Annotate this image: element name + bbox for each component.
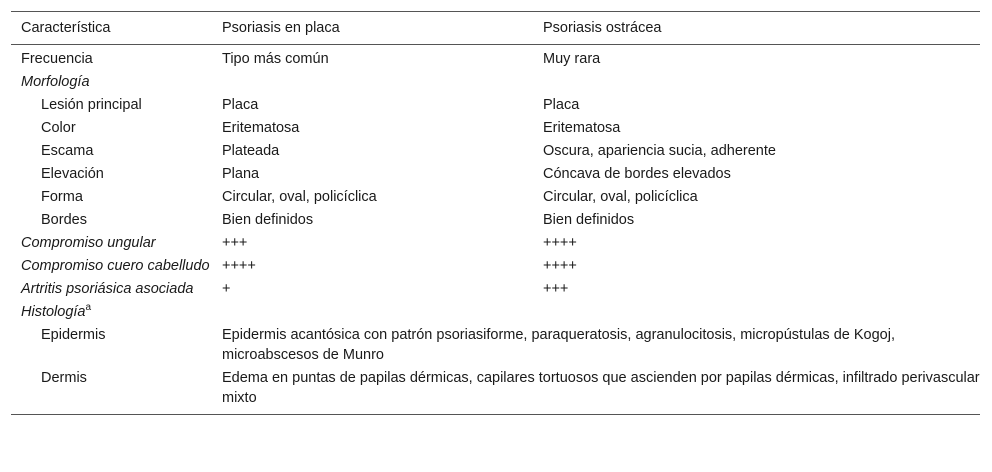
cell-label: Epidermis (41, 327, 106, 343)
section-histologia (11, 300, 212, 323)
comparison-table-container (11, 11, 980, 415)
table-row-escama (11, 139, 980, 162)
cell-shared-description: Epidermis acantósica con patrón psoriasiforme, paraqueratosis, agranulocitosis, micropústulas de Kogoj, microabscesos de Munro (222, 327, 895, 363)
cell-placa: +++ (222, 235, 248, 251)
cell-ostracea: Cóncava de bordes elevados (543, 166, 731, 182)
table-row-histologia (11, 300, 980, 323)
cell-label: Frecuencia (21, 51, 93, 67)
footnote-marker: a (85, 302, 92, 314)
cell-ostracea: Bien definidos (543, 212, 635, 228)
comparison-table (11, 11, 980, 415)
cell-label: Compromiso ungular (21, 235, 156, 251)
header-row (11, 12, 980, 45)
cell-label: Elevación (41, 166, 104, 182)
cell-label: Artritis psoriásica asociada (21, 281, 194, 297)
cell-label: Lesión principal (41, 97, 142, 113)
cell-ostracea: Eritematosa (543, 120, 621, 136)
table-row-dermis (11, 366, 980, 415)
cell-placa: Tipo más común (222, 51, 329, 67)
cell-ostracea: +++ (543, 281, 569, 297)
cell-label: Dermis (11, 366, 212, 415)
cell-placa: ++++ (222, 258, 256, 274)
cell-ostracea: ++++ (543, 235, 577, 251)
cell-label: Escama (41, 143, 94, 159)
table-row-forma (11, 185, 980, 208)
cell-placa: Plana (222, 166, 260, 182)
section-morfologia: Morfología (21, 74, 90, 90)
cell-ostracea: Muy rara (543, 51, 601, 67)
cell-label: Bordes (41, 212, 87, 228)
cell-ostracea: Placa (543, 97, 580, 113)
header-caracteristica: Característica (11, 12, 212, 45)
cell-ostracea: Oscura, apariencia sucia, adherente (543, 143, 776, 159)
cell-shared-description: Edema en puntas de papilas dérmicas, capilares tortuosos que ascienden por papilas dérmicas, infiltrado perivascular mixto (212, 366, 980, 415)
header-psoriasis-placa: Psoriasis en placa (212, 12, 533, 45)
cell-placa: Plateada (222, 143, 280, 159)
table-row-epidermis (11, 323, 980, 366)
histologia-label: Histología (21, 304, 86, 320)
table-row-elevacion (11, 162, 980, 185)
cell-placa: Eritematosa (222, 120, 300, 136)
cell-placa: Placa (222, 97, 259, 113)
table-row-frecuencia (11, 45, 980, 71)
table-row-cuero-cabelludo (11, 254, 980, 277)
cell-placa: Circular, oval, policíclica (222, 189, 377, 205)
cell-label: Color (41, 120, 76, 136)
table-row-bordes (11, 208, 980, 231)
table-row-lesion (11, 93, 980, 116)
table-row-artritis (11, 277, 980, 300)
table-row-color (11, 116, 980, 139)
table-row-morfologia (11, 70, 980, 93)
table-row-ungular (11, 231, 980, 254)
cell-label: Forma (41, 189, 83, 205)
cell-label: Compromiso cuero cabelludo (21, 258, 210, 274)
cell-ostracea: ++++ (543, 258, 577, 274)
cell-placa: + (222, 281, 231, 297)
cell-placa: Bien definidos (222, 212, 314, 228)
cell-ostracea: Circular, oval, policíclica (543, 189, 698, 205)
header-psoriasis-ostracea: Psoriasis ostrácea (533, 12, 980, 45)
